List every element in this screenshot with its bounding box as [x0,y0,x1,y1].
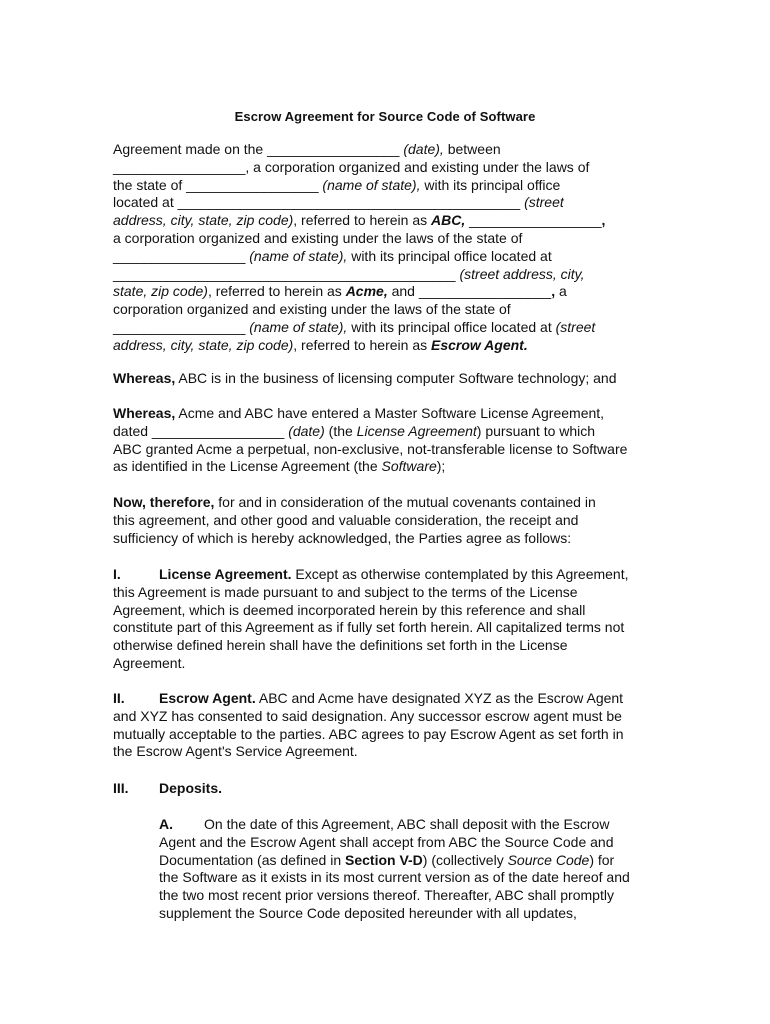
section-3-subsection-a: A. On the date of this Agreement, ABC shall deposit with the Escrow Agent and the Escrow Agent shall accept from ABC the Source Code and Documentation (as defined in Section V-D) (collectively Source Code) for the Software as it exists in its most current version as of the date hereof and the two most recent prior versions thereof. Thereafter, ABC shall promptly supplement the Source Code deposited hereunder with all updates, [159,816,630,921]
intro-line-4: located at ____________________________________________ (street [113,194,564,211]
section-number: II. [113,690,125,706]
whereas-paragraph-2: Whereas, Acme and ABC have entered a Master Software License Agreement, dated _________________ (date) (the License Agreement) pursuant to which ABC granted Acme a perpetual, non-exclusive, not-transferable license to Software as identified in the License Agreement (the Software); [113,405,628,475]
section-heading: License Agreement. [159,566,292,582]
subsection-label: A. [159,816,173,832]
intro-line-12: address, city, state, zip code), referred to herein as Escrow Agent. [113,336,528,353]
intro-line-11: _________________ (name of state), with its principal office located at (street [113,318,596,335]
section-1-license-agreement: I. License Agreement. Except as otherwise contemplated by this Agreement, this Agreement is made pursuant to and subject to the terms of the License Agreement, which is deemed incorporated herein by this reference and shall constitute part of this Agreement as if fully set forth herein. All capitalized terms not otherwise defined herein shall have the definitions set forth in the License Agreement. [113,566,629,671]
intro-line-7: _________________ (name of state), with its principal office located at [113,247,552,264]
intro-line-2: _________________, a corporation organized and existing under the laws of [113,158,590,175]
section-heading: Deposits. [159,780,223,796]
intro-paragraph [113,141,658,355]
intro-line-10: corporation organized and existing under the laws of the state of [113,301,511,318]
intro-line-3: the state of _________________ (name of state), with its principal office [113,176,561,193]
section-heading: Escrow Agent. [159,690,256,706]
intro-line-5: address, city, state, zip code), referred to herein as ABC, _________________, [113,212,606,229]
now-therefore-paragraph: Now, therefore, for and in consideration of the mutual covenants contained in this agreement, and other good and valuable consideration, the receipt and sufficiency of which is hereby acknowledged, the Parties agree as follows: [113,494,596,546]
document-title: Escrow Agreement for Source Code of Software [234,109,536,124]
section-3-deposits [113,780,658,798]
section-number: III. [113,780,129,796]
section-number: I. [113,566,121,582]
intro-line-1: Agreement made on the _________________ (date), between [113,141,501,157]
intro-line-9: state, zip code), referred to herein as Acme, and _________________, a [113,283,567,300]
intro-line-6: a corporation organized and existing under the laws of the state of [113,229,523,246]
whereas-paragraph-1: Whereas, ABC is in the business of licensing computer Software technology; and [113,370,617,386]
section-2-escrow-agent: II. Escrow Agent. ABC and Acme have designated XYZ as the Escrow Agent and XYZ has consented to said designation. Any successor escrow agent must be mutually acceptable to the parties. ABC agrees to pay Escrow Agent as set forth in the Escrow Agent's Service Agreement. [113,690,624,760]
intro-line-8: ____________________________________________ (street address, city, [113,265,585,282]
